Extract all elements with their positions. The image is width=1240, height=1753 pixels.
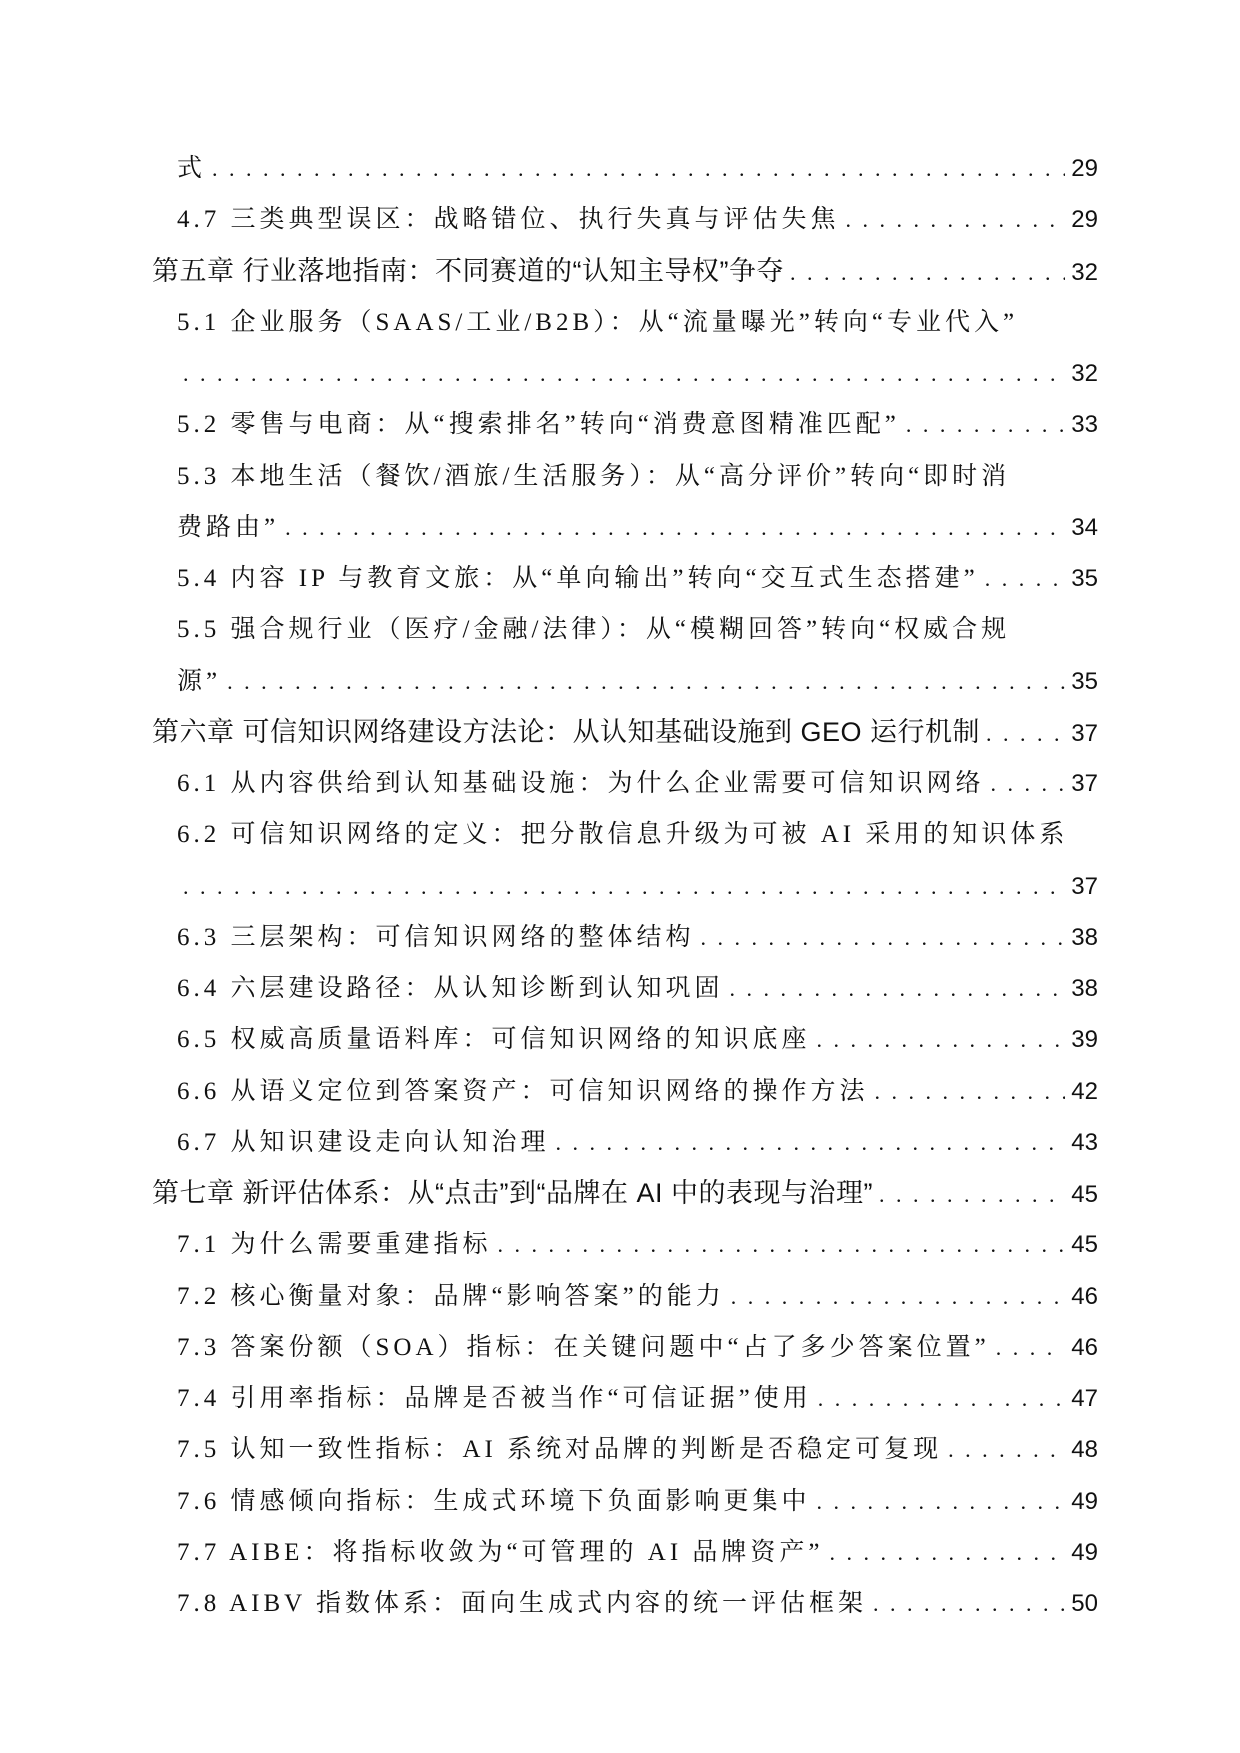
toc-section-entry[interactable] [152,502,1098,553]
dot-leader [212,143,1065,194]
toc-entry-title: 式 [177,155,207,182]
dot-leader [731,1271,1066,1322]
toc-page-number: 47 [1071,1385,1098,1412]
toc-entry-title: 第七章 新评估体系：从“点击”到“品牌在 AI 中的表现与治理” [152,1178,873,1208]
toc-chapter-entry[interactable] [152,246,1098,297]
dot-leader [790,246,1065,298]
toc-entry-title: 第六章 可信知识网络建设方法论：从认知基础设施到 GEO 运行机制 [152,716,981,747]
toc-page-number: 39 [1071,1026,1098,1054]
toc-entry-title: 7.4 引用率指标：品牌是否被当作“可信证据”使用 [177,1385,812,1412]
toc-section-entry[interactable] [152,1373,1098,1424]
dot-leader [948,1424,1065,1475]
toc-entry-title: 6.7 从知识建设走向认知治理 [177,1128,550,1156]
toc-section-entry[interactable] [152,1271,1098,1322]
dot-leader [830,1527,1066,1578]
toc-entry-title: 6.1 从内容供给到认知基础设施：为什么企业需要可信知识网络 [177,770,985,797]
dot-leader [875,1066,1066,1117]
toc-section-entry[interactable] [152,1578,1098,1629]
dot-leader [817,1014,1066,1065]
toc-entry-title: 6.6 从语义定位到答案资产：可信知识网络的操作方法 [177,1077,869,1105]
toc-entry-title: 7.2 核心衡量对象：品牌“影响答案”的能力 [177,1282,725,1310]
toc-section-entry[interactable] [152,348,1098,399]
dot-leader [183,348,1065,399]
dot-leader [227,656,1065,707]
toc-section-entry[interactable] [152,297,1098,348]
toc-section-entry[interactable] [152,399,1098,450]
toc-page-number: 45 [1071,1181,1098,1208]
toc-section-entry[interactable] [152,656,1098,707]
toc-page-number: 46 [1071,1282,1098,1310]
dot-leader [498,1219,1066,1270]
toc-entry-title: 7.8 AIBV 指数体系：面向生成式内容的统一评估框架 [177,1590,868,1617]
toc-chapter-entry[interactable] [152,1168,1098,1219]
toc-page-number: 33 [1071,411,1098,439]
dot-leader [985,553,1066,604]
toc-page-number: 37 [1071,719,1098,747]
toc-section-entry[interactable] [152,1424,1098,1475]
dot-leader [818,1373,1066,1424]
toc-entry-title: 5.2 零售与电商：从“搜索排名”转向“消费意图精准匹配” [177,411,900,439]
toc-entry-title: 5.1 企业服务（SAAS/工业/B2B）：从“流量曝光”转向“专业代入” [177,308,1019,336]
toc-page-number: 45 [1071,1231,1098,1259]
toc-entry-title: 源” [177,667,222,695]
toc-page-number: 29 [1071,155,1098,182]
dot-leader [817,1476,1066,1527]
toc-section-entry[interactable] [152,194,1098,245]
toc-section-entry[interactable] [152,809,1098,860]
toc-entry-title: 7.7 AIBE：将指标收敛为“可管理的 AI 品牌资产” [177,1538,824,1566]
dot-leader [879,1168,1065,1220]
toc-entry-title: 7.5 认知一致性指标：AI 系统对品牌的判断是否稳定可复现 [177,1436,943,1464]
toc-section-entry[interactable] [152,1014,1098,1065]
toc-entry-title: 7.1 为什么需要重建指标 [177,1231,492,1259]
toc-page-number: 37 [1071,872,1098,900]
dot-leader [730,963,1066,1014]
toc-page-number: 32 [1071,258,1098,286]
toc-page-number: 35 [1071,667,1098,695]
toc-page-number: 46 [1071,1333,1098,1361]
toc-page-number: 49 [1071,1487,1098,1515]
toc-section-entry[interactable] [152,1476,1098,1527]
toc-page-number: 43 [1071,1128,1098,1156]
toc-page-number: 35 [1071,565,1098,592]
toc-section-entry[interactable] [152,553,1098,604]
toc-section-entry[interactable] [152,861,1098,912]
toc-entry-title: 6.3 三层架构：可信知识网络的整体结构 [177,923,695,951]
toc-section-entry[interactable] [152,912,1098,963]
toc-section-entry[interactable] [152,1117,1098,1168]
toc-section-entry[interactable] [152,1527,1098,1578]
toc-section-entry[interactable] [152,604,1098,655]
dot-leader [996,1322,1066,1373]
table-of-contents [152,143,1098,1629]
dot-leader [906,399,1065,450]
toc-entry-title: 6.5 权威高质量语料库：可信知识网络的知识底座 [177,1026,811,1054]
toc-entry-title: 第五章 行业落地指南：不同赛道的“认知主导权”争夺 [152,255,784,286]
toc-page-number: 38 [1071,975,1098,1002]
toc-entry-title: 5.4 内容 IP 与教育文旅：从“单向输出”转向“交互式生态搭建” [177,565,979,592]
dot-leader [285,502,1065,553]
dot-leader [183,861,1065,912]
toc-entry-title: 5.5 强合规行业（医疗/金融/法律）：从“模糊回答”转向“权威合规 [177,616,1011,644]
dot-leader [986,707,1065,759]
dot-leader [701,912,1066,963]
toc-entry-title: 费路由” [177,513,280,541]
dot-leader [556,1117,1066,1168]
toc-page-number: 38 [1071,923,1098,951]
dot-leader [873,1578,1065,1629]
toc-section-entry[interactable] [152,1066,1098,1117]
toc-page-number: 32 [1071,360,1098,387]
toc-entry-title: 7.6 情感倾向指标：生成式环境下负面影响更集中 [177,1487,811,1515]
toc-entry-title: 6.2 可信知识网络的定义：把分散信息升级为可被 AI 采用的知识体系 [177,821,1069,849]
toc-page-number: 49 [1071,1538,1098,1566]
toc-section-entry[interactable] [152,1219,1098,1270]
dot-leader [991,758,1066,809]
toc-entry-title: 4.7 三类典型误区：战略错位、执行失真与评估失焦 [177,206,840,234]
toc-page-number: 50 [1071,1590,1098,1617]
toc-entry-title: 7.3 答案份额（SOA）指标：在关键问题中“占了多少答案位置” [177,1333,990,1361]
toc-section-entry[interactable] [152,143,1098,194]
toc-page-number: 37 [1071,770,1098,797]
toc-section-entry[interactable] [152,451,1098,502]
toc-page-number: 42 [1071,1077,1098,1105]
toc-page-number: 48 [1071,1436,1098,1464]
toc-entry-title: 6.4 六层建设路径：从认知诊断到认知巩固 [177,975,724,1002]
toc-section-entry[interactable] [152,758,1098,809]
toc-section-entry[interactable] [152,1322,1098,1373]
toc-page-number: 29 [1071,206,1098,234]
toc-entry-title: 5.3 本地生活（餐饮/酒旅/生活服务）：从“高分评价”转向“即时消 [177,462,1011,490]
toc-section-entry[interactable] [152,963,1098,1014]
dot-leader [846,194,1066,245]
toc-page-number: 34 [1071,513,1098,541]
toc-chapter-entry[interactable] [152,707,1098,758]
